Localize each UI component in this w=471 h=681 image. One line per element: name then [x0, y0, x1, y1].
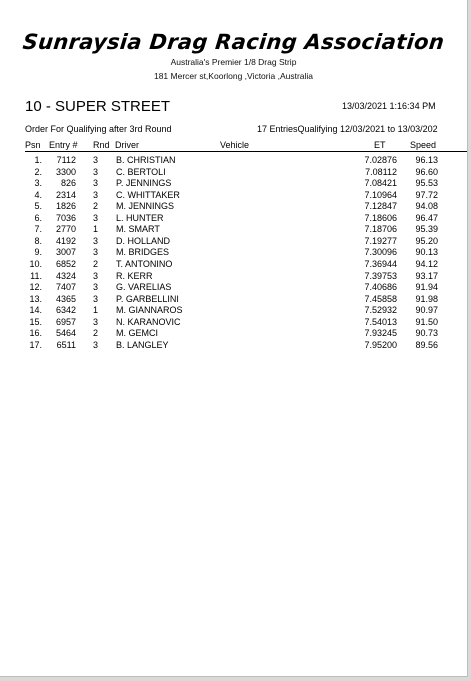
column-header-speed: Speed [410, 140, 437, 150]
driver-cell: L. HUNTER [116, 212, 164, 223]
speed-cell: 95.20 [415, 235, 438, 246]
table-row [0, 282, 467, 294]
driver-cell: D. HOLLAND [116, 235, 171, 246]
et-cell: 7.12847 [364, 201, 397, 212]
table-row [0, 317, 467, 329]
entry-number-cell: 7036 [55, 212, 76, 223]
driver-cell: G. VARELIAS [116, 282, 172, 293]
round-cell: 3 [93, 293, 99, 304]
et-cell: 7.45858 [364, 293, 397, 304]
et-cell: 7.95200 [364, 339, 397, 350]
entries-summary: 17 EntriesQualifying 12/03/2021 to 13/03/202 [257, 124, 438, 134]
entry-number-cell: 7112 [56, 155, 76, 165]
et-cell: 7.10964 [364, 189, 397, 200]
entry-number-cell: 1826 [55, 201, 76, 212]
report-datetime: 13/03/2021 1:16:34 PM [342, 101, 436, 111]
driver-cell: P. GARBELLINI [116, 293, 179, 304]
et-cell: 7.30096 [364, 247, 397, 258]
et-cell: 7.18706 [364, 224, 397, 235]
table-row [0, 167, 467, 179]
table-row [0, 155, 467, 167]
position-cell: 13. [29, 293, 42, 304]
round-cell: 2 [93, 201, 99, 212]
table-row [0, 305, 467, 317]
speed-cell: 91.98 [415, 293, 438, 304]
speed-cell: 89.56 [415, 339, 438, 350]
speed-cell: 94.12 [415, 258, 438, 269]
table-row [0, 224, 467, 236]
position-cell: 8. [34, 235, 42, 246]
et-cell: 7.08421 [364, 178, 397, 189]
et-cell: 7.40686 [364, 282, 397, 293]
round-cell: 3 [93, 235, 99, 246]
header-divider [25, 151, 467, 152]
position-cell: 4. [34, 189, 42, 200]
position-cell: 12. [29, 282, 42, 293]
et-cell: 7.08112 [365, 166, 397, 177]
column-header-rnd: Rnd [93, 140, 110, 150]
round-cell: 2 [93, 258, 99, 269]
table-row [0, 247, 467, 259]
position-cell: 2. [34, 166, 42, 177]
round-cell: 3 [93, 282, 99, 293]
entry-number-cell: 7407 [55, 282, 76, 293]
et-cell: 7.52932 [364, 305, 397, 316]
speed-cell: 95.39 [415, 224, 438, 235]
table-row [0, 328, 467, 340]
speed-cell: 90.97 [415, 305, 438, 316]
speed-cell: 91.94 [415, 282, 438, 293]
speed-cell: 91.50 [415, 316, 438, 327]
position-cell: 9. [34, 247, 42, 258]
entry-number-cell: 2314 [55, 189, 76, 200]
round-cell: 3 [93, 270, 99, 281]
entry-number-cell: 6957 [55, 316, 76, 327]
entry-number-cell: 6852 [55, 258, 76, 269]
et-cell: 7.36944 [364, 258, 397, 269]
table-row [0, 271, 467, 283]
column-header-vehicle: Vehicle [220, 140, 250, 150]
driver-cell: C. BERTOLI [116, 166, 166, 177]
round-cell: 3 [93, 212, 99, 223]
et-cell: 7.18606 [364, 212, 397, 223]
speed-cell: 96.60 [415, 166, 438, 177]
speed-cell: 97.72 [415, 189, 438, 200]
et-cell: 7.93245 [364, 328, 397, 339]
position-cell: 14. [29, 305, 42, 316]
position-cell: 7. [34, 224, 42, 235]
driver-cell: M. SMART [116, 224, 160, 235]
entry-number-cell: 4192 [55, 235, 76, 246]
round-cell: 3 [93, 155, 99, 165]
column-header-et: ET [374, 140, 386, 150]
position-cell: 16. [29, 328, 42, 339]
entry-number-cell: 3007 [55, 247, 76, 258]
speed-cell: 95.53 [415, 178, 438, 189]
entry-number-cell: 6342 [55, 305, 76, 316]
round-cell: 3 [93, 189, 99, 200]
round-cell: 3 [93, 316, 99, 327]
column-header-driver: Driver [115, 140, 139, 150]
position-cell: 10. [29, 258, 42, 269]
round-cell: 3 [93, 178, 99, 189]
entry-number-cell: 2770 [55, 224, 76, 235]
entry-number-cell: 4365 [55, 293, 76, 304]
driver-cell: T. ANTONINO [116, 258, 173, 269]
driver-cell: C. WHITTAKER [116, 189, 180, 200]
table-row [0, 178, 467, 190]
et-cell: 7.54013 [364, 316, 397, 327]
round-cell: 3 [93, 247, 99, 258]
table-row [0, 259, 467, 271]
driver-cell: M. GIANNAROS [116, 305, 183, 316]
driver-cell: P. JENNINGS [116, 178, 172, 189]
entry-number-cell: 5464 [55, 328, 76, 339]
position-cell: 15. [29, 316, 42, 327]
table-row [0, 213, 467, 225]
entry-number-cell: 3300 [55, 166, 76, 177]
driver-cell: M. GEMCI [116, 328, 158, 339]
driver-cell: B. CHRISTIAN [116, 155, 176, 165]
position-cell: 11. [30, 270, 42, 281]
table-row [0, 190, 467, 202]
speed-cell: 94.08 [415, 201, 438, 212]
position-cell: 1. [34, 155, 42, 165]
table-row [0, 294, 467, 306]
et-cell: 7.39753 [364, 270, 397, 281]
round-cell: 3 [93, 166, 99, 177]
driver-cell: R. KERR [116, 270, 153, 281]
driver-cell: M. BRIDGES [116, 247, 170, 258]
speed-cell: 96.13 [415, 155, 438, 165]
driver-cell: B. LANGLEY [116, 339, 169, 350]
position-cell: 5. [34, 201, 42, 212]
entry-number-cell: 4324 [55, 270, 76, 281]
order-description: Order For Qualifying after 3rd Round [25, 124, 172, 134]
position-cell: 17. [29, 339, 42, 350]
speed-cell: 96.47 [415, 212, 438, 223]
table-row [0, 340, 467, 352]
entry-number-cell: 6511 [56, 339, 76, 350]
tagline: Australia's Premier 1/8 Drag Strip [170, 57, 297, 67]
address: 181 Mercer st,Koorlong ,Victoria ,Australia [153, 71, 314, 81]
column-header-entry: Entry # [49, 140, 78, 150]
round-cell: 1 [93, 224, 99, 235]
table-row [0, 201, 467, 213]
round-cell: 2 [93, 328, 99, 339]
round-cell: 1 [93, 305, 99, 316]
speed-cell: 90.13 [415, 247, 438, 258]
class-title: 10 - SUPER STREET [25, 98, 171, 115]
table-row [0, 236, 467, 248]
et-cell: 7.02876 [364, 155, 397, 165]
organization-title: Sunraysia Drag Racing Association [21, 30, 446, 54]
speed-cell: 93.17 [415, 270, 438, 281]
speed-cell: 90.73 [415, 328, 438, 339]
driver-cell: N. KARANOVIC [116, 316, 181, 327]
driver-cell: M. JENNINGS [116, 201, 175, 212]
round-cell: 3 [93, 339, 99, 350]
entry-number-cell: 826 [60, 178, 76, 189]
column-header-psn: Psn [25, 140, 41, 150]
et-cell: 7.19277 [364, 235, 397, 246]
position-cell: 6. [34, 212, 42, 223]
position-cell: 3. [34, 178, 42, 189]
